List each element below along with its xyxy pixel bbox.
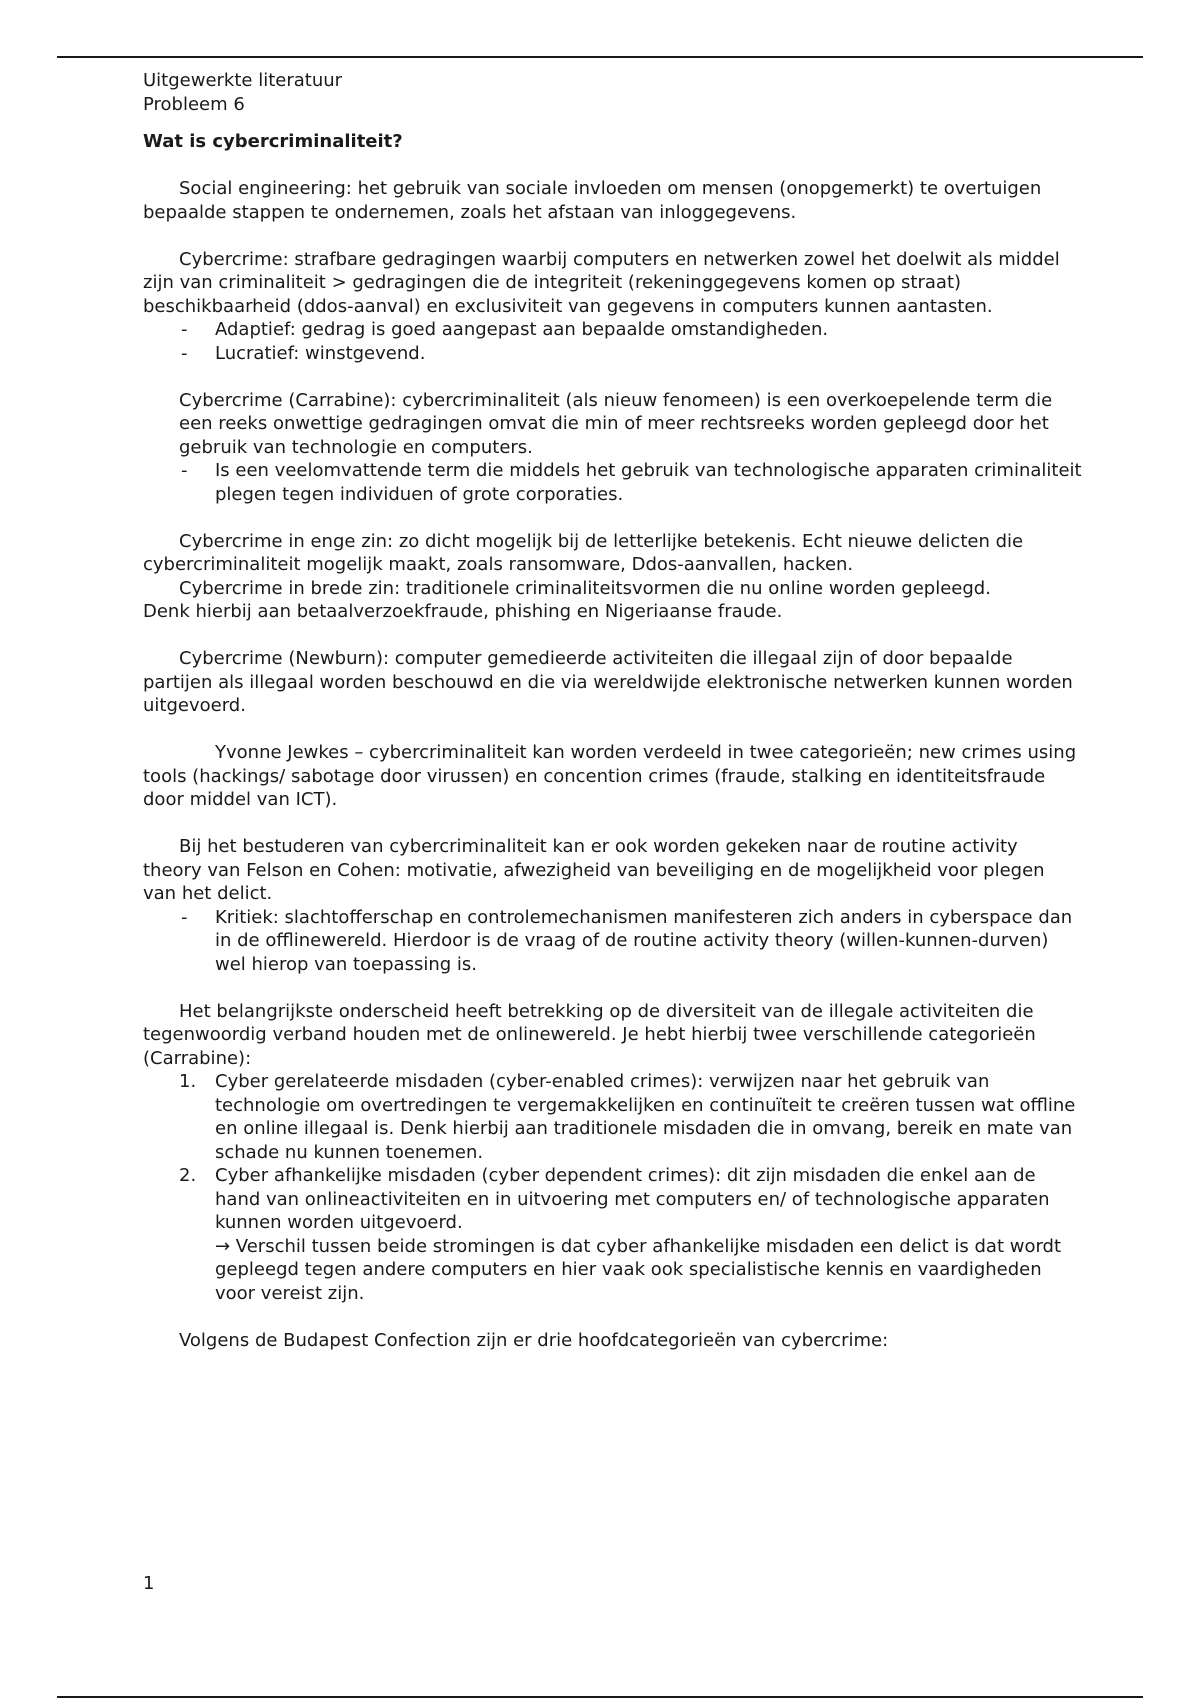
paragraph-routine-activity-continued: theory van Felson en Cohen: motivatie, afwezigheid van beveiliging en de mogelijkheid voor plegen van het delict. (143, 859, 1045, 904)
paragraph-onderscheid-continued: tegenwoordig verband houden met de onlinewereld. Je hebt hierbij twee verschillende categorieën (Carrabine): (143, 1024, 1036, 1069)
paragraph-social-engineering: Social engineering: het gebruik van sociale invloeden om mensen (onopgemerkt) te overtuigen bepaalde stappen te ondernemen, zoals het afstaan van inloggegevens. (143, 178, 1042, 223)
list-item (143, 1164, 1083, 1305)
list-item (143, 1070, 1083, 1164)
list-item-text: Cyber afhankelijke misdaden (cyber dependent crimes): dit zijn misdaden die enkel aan de hand van onlineactiviteiten en in uitvoering met computers en/ of technologische apparaten kunnen worden uitgevoerd. (215, 1165, 1050, 1233)
list-item: - Kritiek: slachtofferschap en controlemechanismen manifesteren zich anders in cyberspace dan in de offlinewereld. Hierdoor is de vraag of de routine activity theory (willen-kunnen-durven) wel hierop van toepassing is. (143, 906, 1083, 977)
paragraph-enge-zin-continued: cybercriminaliteit mogelijk maakt, zoals ransomware, Ddos-aanvallen, hacken. (143, 554, 854, 575)
paragraph-cybercrime-definition: Cybercrime: strafbare gedragingen waarbij computers en netwerken zowel het doelwit als middel zijn van criminaliteit > gedragingen die de integriteit (rekeninggegevens komen op straat) beschikbaarheid (ddos-aanval) en exclusiviteit van gegevens in computers kunnen aantasten. (143, 248, 1060, 317)
routine-activity-list (143, 906, 1083, 977)
document-body (143, 69, 1083, 1352)
list-number: 1. (179, 1071, 197, 1092)
paragraph-enge-zin: Cybercrime in enge zin: zo dicht mogelijk bij de letterlijke betekenis. Echt nieuwe delicten die (179, 530, 1024, 552)
header-line-2: Probleem 6 (143, 93, 245, 115)
list-item: - Is een veelomvattende term die middels het gebruik van technologische apparaten criminaliteit plegen tegen individuen of grote corporaties. (143, 459, 1083, 506)
section-title: Wat is cybercriminaliteit? (143, 131, 403, 152)
header-line-1: Uitgewerkte literatuur (143, 70, 343, 91)
bottom-rule (57, 1696, 1143, 1698)
paragraph-newburn: Cybercrime (Newburn): computer gemedieerde activiteiten die illegaal zijn of door bepaalde (179, 648, 1013, 669)
list-item: - Adaptief: gedrag is goed aangepast aan bepaalde omstandigheden. (143, 318, 1083, 342)
paragraph-onderscheid: Het belangrijkste onderscheid heeft betrekking op de diversiteit van de illegale activiteiten die (179, 1000, 1034, 1022)
list-item: - Lucratief: winstgevend. (143, 342, 1083, 366)
page-number: 1 (143, 1573, 155, 1594)
top-rule (57, 56, 1143, 58)
cybercrime-definition-list (143, 318, 1083, 365)
paragraph-newburn-continued: partijen als illegaal worden beschouwd en die via wereldwijde elektronische netwerken kunnen worden uitgevoerd. (143, 671, 1073, 716)
list-number: 2. (179, 1165, 197, 1186)
paragraph-routine-activity: Bij het bestuderen van cybercriminaliteit kan er ook worden gekeken naar de routine activity (179, 836, 1018, 857)
paragraph-carrabine: Cybercrime (Carrabine): cybercriminaliteit (als nieuw fenomeen) is een overkoepelende term die een reeks onwettige gedragingen omvat die min of meer rechtsreeks worden gepleegd door het gebruik van technologie en computers. (179, 389, 1053, 458)
paragraph-brede-zin: Cybercrime in brede zin: traditionele criminaliteitsvormen die nu online worden gepleegd. (179, 577, 991, 599)
list-item-note: → Verschil tussen beide stromingen is dat cyber afhankelijke misdaden een delict is dat wordt gepleegd tegen andere computers en hier vaak ook specialistische kennis en vaardigheden voor vereist zijn. (215, 1235, 1062, 1304)
paragraph-budapest: Volgens de Budapest Confection zijn er drie hoofdcategorieën van cybercrime: (179, 1329, 889, 1351)
paragraph-brede-zin-continued: Denk hierbij aan betaalverzoekfraude, phishing en Nigeriaanse fraude. (143, 601, 783, 622)
carrabine-list (143, 459, 1083, 506)
paragraph-jewkes: Yvonne Jewkes – cybercriminaliteit kan worden verdeeld in twee categorieën; new crimes using tools (hackings/ sabotage door virussen) en concention crimes (fraude, stalking en identiteitsfraude door middel van ICT). (143, 742, 1077, 810)
list-item-text: Cyber gerelateerde misdaden (cyber-enabled crimes): verwijzen naar het gebruik van technologie om overtredingen te vergemakkelijken en continuïteit te creëren tussen wat offline en online illegaal is. Denk hierbij aan traditionele misdaden die in omvang, bereik en mate van schade nu kunnen toenemen. (215, 1071, 1076, 1163)
categories-list (143, 1070, 1083, 1305)
